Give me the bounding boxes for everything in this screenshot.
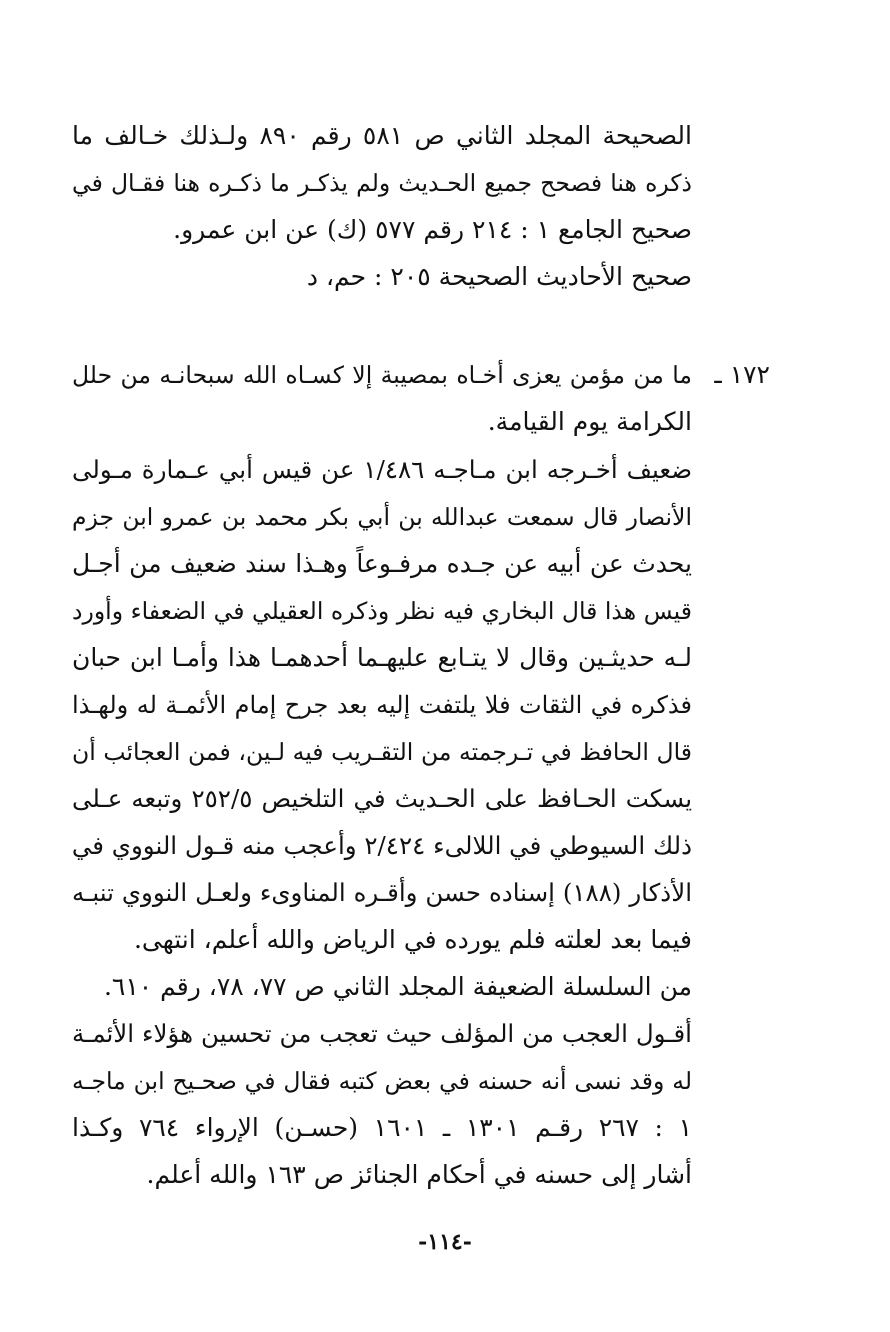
commentary-line: أشار إلى حسنه في أحكام الجنائز ص ١٦٣ والله أعلم.: [146, 1160, 692, 1189]
commentary-line: ١ : ٢٦٧ رقـم ١٣٠١ ـ ١٦٠١ (حسـن) الإرواء ٧٦٤ وكـذا: [72, 1113, 692, 1142]
commentary-line: قال الحافظ في تـرجمته من التقـريب فيه لـين، فمن العجائب أن: [72, 738, 692, 766]
commentary-line: من السلسلة الضعيفة المجلد الثاني ص ٧٧، ٧٨، رقم ٦١٠.: [103, 972, 692, 1001]
text-line: الصحيحة المجلد الثاني ص ٥٨١ رقم ٨٩٠ ولـذلك خـالف ما: [72, 121, 692, 150]
commentary-line: أقـول العجب من المؤلف حيث تعجب من تحسين هؤلاء الأئمـة: [72, 1019, 692, 1048]
commentary-line: قيس هذا قال البخاري فيه نظر وذكره العقيلي في الضعفاء وأورد: [72, 597, 692, 625]
commentary-line: فذكره في الثقات فلا يلتفت إليه بعد جرح إمام الأئمـة له ولهـذا: [72, 691, 692, 719]
text-line: صحيح الجامع ١ : ٢١٤ رقم ٥٧٧ (ك) عن ابن عمرو.: [173, 215, 692, 244]
hadith-text-line: الكرامة يوم القيامة.: [487, 407, 692, 436]
commentary-line: الأذكار (١٨٨) إسناده حسن وأقـره المناوىء ولعـل النووي تنبـه: [72, 878, 692, 907]
commentary-line: يحدث عن أبيه عن جـده مرفـوعاً وهـذا سند ضعيف من أجـل: [72, 549, 692, 578]
commentary-line: له وقد نسى أنه حسنه في بعض كتبه فقال في صحـيح ابن ماجـه: [72, 1067, 692, 1095]
hadith-text-line: ما من مؤمن يعزى أخـاه بمصيبة إلا كسـاه الله سبحانـه من حلل: [72, 361, 692, 389]
commentary-line: لـه حديثـين وقال لا يتـابع عليهـما أحدهمـا هذا وأمـا ابن حبان: [72, 643, 692, 672]
page-number: -١١٤-: [418, 1229, 472, 1255]
text-line: صحيح الأحاديث الصحيحة ٢٠٥ : حم، د: [306, 262, 692, 291]
hadith-number: ١٧٢ ـ: [714, 360, 770, 389]
commentary-line: ذلك السيوطي في اللالىء ٢/٤٢٤ وأعجب منه قـول النووي في: [72, 831, 692, 860]
text-line: ذكره هنا فصحح جميع الحـديث ولم يذكـر ما ذكـره هنا فقـال في: [72, 169, 692, 197]
commentary-line: الأنصار قال سمعت عبدالله بن أبي بكر محمد بن عمرو ابن جزم: [72, 503, 692, 531]
commentary-line: ضعيف أخـرجه ابن مـاجـه ١/٤٨٦ عن قيس أبي عـمارة مـولى: [72, 455, 692, 484]
commentary-line: فيما بعد لعلته فلم يورده في الرياض والله أعلم، انتهى.: [133, 925, 692, 954]
commentary-line: يسكت الحـافظ على الحـديث في التلخيص ٢٥٢/٥ وتبعه عـلى: [72, 784, 692, 813]
